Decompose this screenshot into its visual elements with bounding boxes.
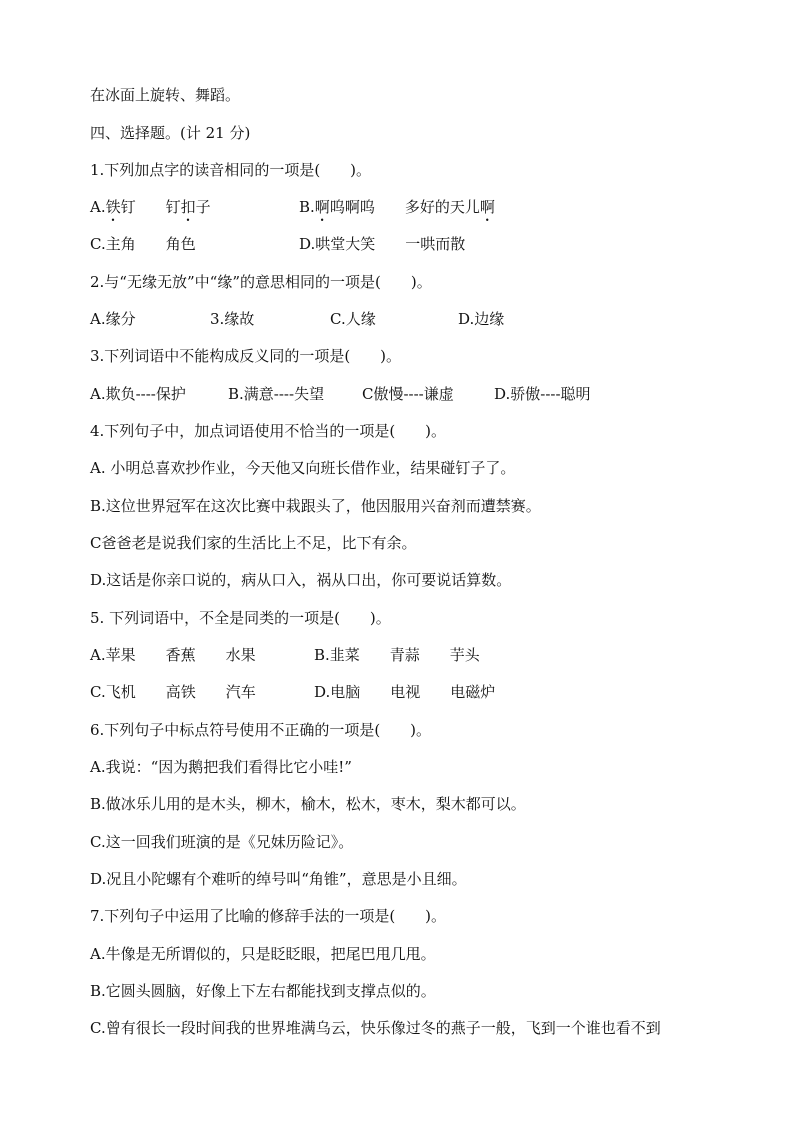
option-b: B.啊呜啊呜 多好的天儿啊 [299,198,495,216]
question-7-option-b: B.它圆头圆脑，好像上下左右都能找到支撑点似的。 [90,982,436,1000]
option-b: B.满意----失望 [228,385,325,403]
option-c: C.飞机 高铁 汽车 [90,683,256,701]
option-d: D.骄傲----聪明 [494,385,591,403]
question-5-options-row-2 [90,682,496,702]
question-7: 7.下列句子中运用了比喻的修辞手法的一项是( )。 [90,907,447,925]
question-5-options-row-1 [90,645,480,665]
question-4: 4.下列句子中，加点词语使用不恰当的一项是( )。 [90,422,447,440]
option-d: D.边缘 [458,310,505,328]
question-4-option-b: B.这位世界冠军在这次比赛中栽跟头了，他因服用兴奋剂而遭禁赛。 [90,497,541,515]
option-b: B.韭菜 青蒜 芋头 [314,646,480,664]
question-4-option-d: D.这话是你亲口说的，病从口入，祸从口出，你可要说话算数。 [90,571,512,589]
option-c: C傲慢----谦虚 [362,385,454,403]
question-1-options-row-2 [90,234,466,254]
option-a: A.苹果 香蕉 水果 [90,646,256,664]
option-a: A.铁钉 钉扣子 [90,198,211,216]
section-heading: 四、选择题。(计 21 分) [90,124,251,142]
question-6-option-d: D.况且小陀螺有个难听的绰号叫“角锥”，意思是小且细。 [90,870,467,888]
question-6-option-a: A.我说：“因为鹅把我们看得比它小哇!” [90,758,352,776]
question-1-options-row-1 [90,197,495,217]
question-7-option-c: C.曾有很长一段时间我的世界堆满乌云，快乐像过冬的燕子一般，飞到一个谁也看不到 [90,1019,661,1037]
question-4-option-c: C爸爸老是说我们家的生活比上不足，比下有余。 [90,534,417,552]
option-c: C.人缘 [330,310,376,328]
question-3-options [90,384,591,404]
question-1: 1.下列加点字的读音相同的一项是( )。 [90,161,372,179]
question-4-option-a: A. 小明总喜欢抄作业，今天他又向班长借作业，结果碰钉子了。 [90,459,516,477]
question-6: 6.下列句子中标点符号使用不正确的一项是( )。 [90,721,432,739]
question-6-option-c: C.这一回我们班演的是《兄妹历险记》。 [90,833,354,851]
option-c: C.主角 角色 [90,235,196,253]
option-d: D.哄堂大笑 一哄而散 [299,235,466,253]
option-a: A.缘分 [90,310,136,328]
option-b: 3.缘故 [210,310,255,328]
question-5: 5. 下列词语中，不全是同类的一项是( )。 [90,609,391,627]
continued-text: 在冰面上旋转、舞蹈。 [90,86,241,104]
question-7-option-a: A.牛像是无所谓似的，只是眨眨眼，把尾巴甩几甩。 [90,945,436,963]
question-3: 3.下列词语中不能构成反义同的一项是( )。 [90,347,402,365]
option-a: A.欺负----保护 [90,385,186,403]
question-2: 2.与“无缘无放”中“缘”的意思相同的一项是( )。 [90,273,432,291]
question-2-options [90,309,505,329]
option-d: D.电脑 电视 电磁炉 [314,683,496,701]
question-6-option-b: B.做冰乐儿用的是木头，柳木，榆木，松木，枣木，梨木都可以。 [90,795,526,813]
